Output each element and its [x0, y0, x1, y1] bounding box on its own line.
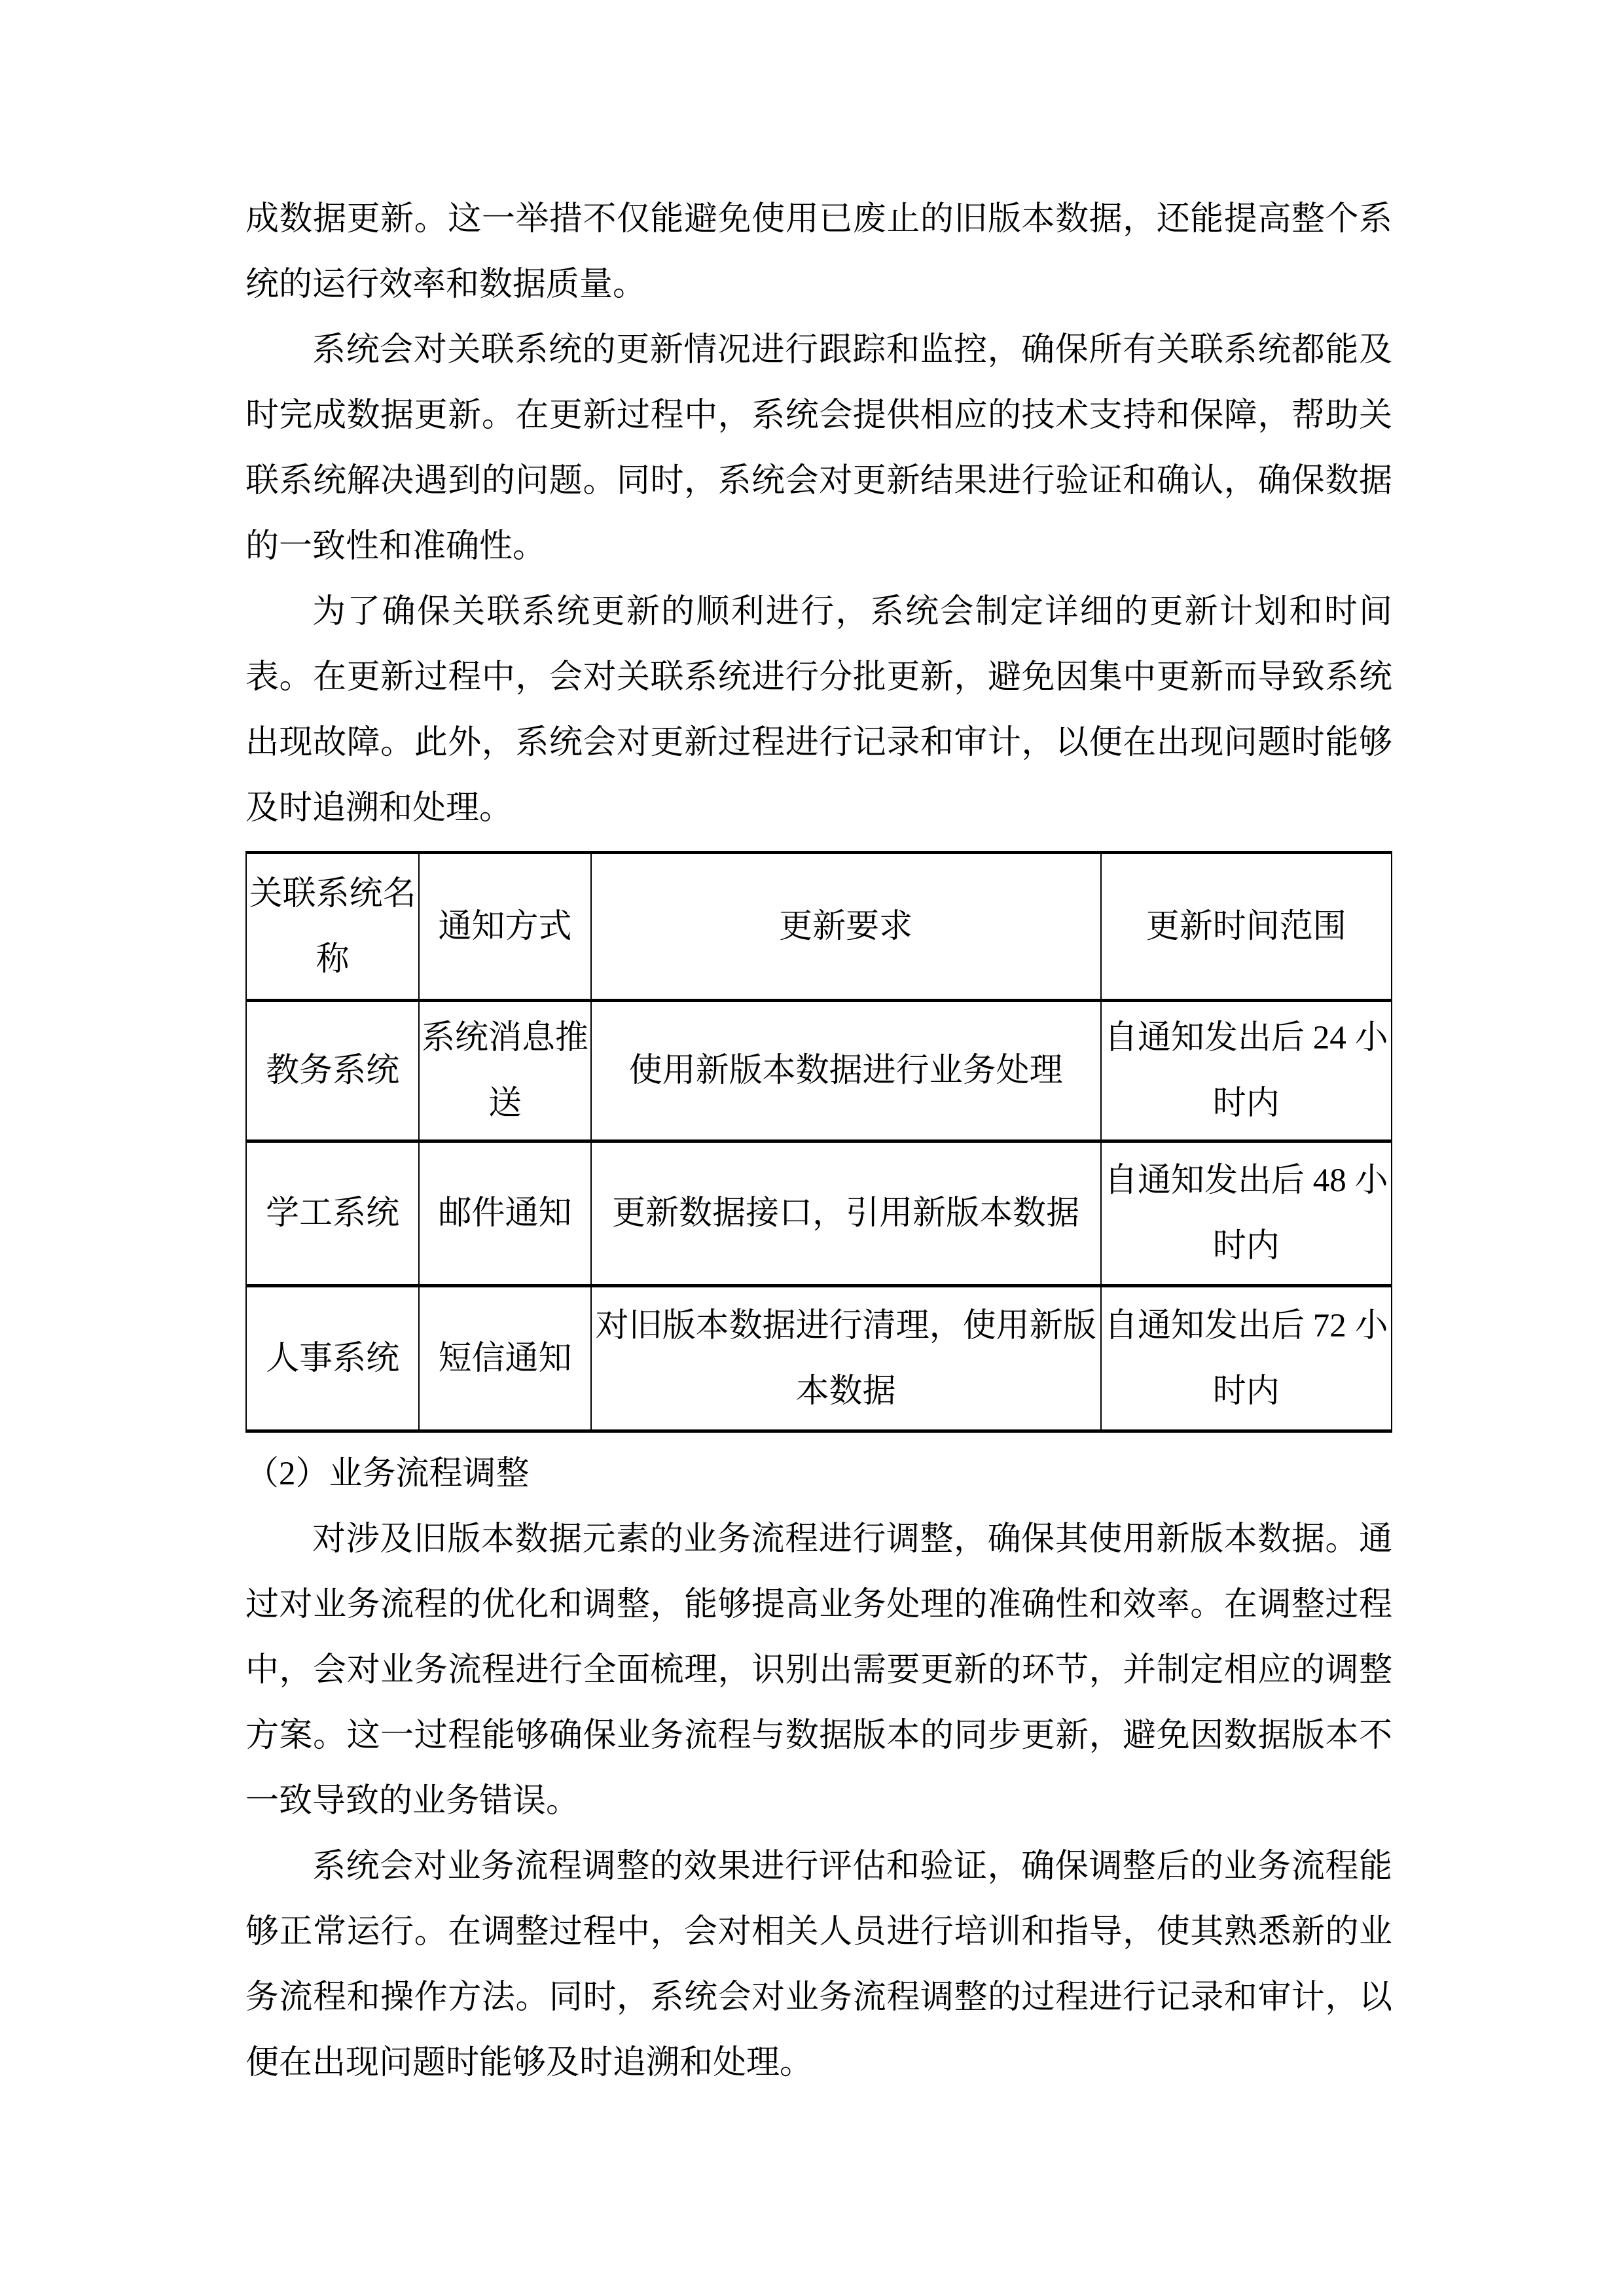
- table-cell: 使用新版本数据进行业务处理: [591, 1001, 1101, 1141]
- body-paragraph: 为了确保关联系统更新的顺利进行，系统会制定详细的更新计划和时间表。在更新过程中，会对关联系统进行分批更新，避免因集中更新而导致系统出现故障。此外，系统会对更新过程进行记录和审计，以便在出现问题时能够及时追溯和处理。: [245, 594, 1392, 827]
- related-systems-table: [245, 851, 1392, 1433]
- table-cell: 对旧版本数据进行清理，使用新版本数据: [591, 1286, 1101, 1431]
- table-header-cell-update-requirement: 更新要求: [591, 853, 1101, 1001]
- table-header-row: [246, 853, 1392, 1001]
- table-cell: 邮件通知: [419, 1141, 591, 1286]
- table-cell: 自通知发出后 24 小时内: [1101, 1001, 1392, 1141]
- table-cell: 教务系统: [246, 1001, 419, 1141]
- table-cell: 系统消息推送: [419, 1001, 591, 1141]
- table-row: [246, 1141, 1392, 1286]
- table-cell: 人事系统: [246, 1286, 419, 1431]
- body-paragraph: 系统会对关联系统的更新情况进行跟踪和监控，确保所有关联系统都能及时完成数据更新。在更新过程中，系统会提供相应的技术支持和保障，帮助关联系统解决遇到的问题。同时，系统会对更新结果进行验证和确认，确保数据的一致性和准确性。: [245, 332, 1392, 565]
- table-header-cell-system-name: 关联系统名称: [246, 853, 419, 1001]
- body-paragraph: 对涉及旧版本数据元素的业务流程进行调整，确保其使用新版本数据。通过对业务流程的优化和调整，能够提高业务处理的准确性和效率。在调整过程中，会对业务流程进行全面梳理，识别出需要更新的环节，并制定相应的调整方案。这一过程能够确保业务流程与数据版本的同步更新，避免因数据版本不一致导致的业务错误。: [245, 1521, 1392, 1820]
- section-heading: （2）业务流程调整: [245, 1456, 530, 1492]
- body-paragraph: 成数据更新。这一举措不仅能避免使用已废止的旧版本数据，还能提高整个系统的运行效率和数据质量。: [245, 201, 1392, 303]
- table-row: [246, 1001, 1392, 1141]
- table-header-cell-update-time-range: 更新时间范围: [1101, 853, 1392, 1001]
- table-cell: 学工系统: [246, 1141, 419, 1286]
- table-header-cell-notify-method: 通知方式: [419, 853, 591, 1001]
- table-cell: 短信通知: [419, 1286, 591, 1431]
- table-cell: 自通知发出后 48 小时内: [1101, 1141, 1392, 1286]
- table-row: [246, 1286, 1392, 1431]
- table-cell: 更新数据接口，引用新版本数据: [591, 1141, 1101, 1286]
- body-paragraph: 系统会对业务流程调整的效果进行评估和验证，确保调整后的业务流程能够正常运行。在调整过程中，会对相关人员进行培训和指导，使其熟悉新的业务流程和操作方法。同时，系统会对业务流程调整的过程进行记录和审计，以便在出现问题时能够及时追溯和处理。: [245, 1848, 1392, 2081]
- table-cell: 自通知发出后 72 小时内: [1101, 1286, 1392, 1431]
